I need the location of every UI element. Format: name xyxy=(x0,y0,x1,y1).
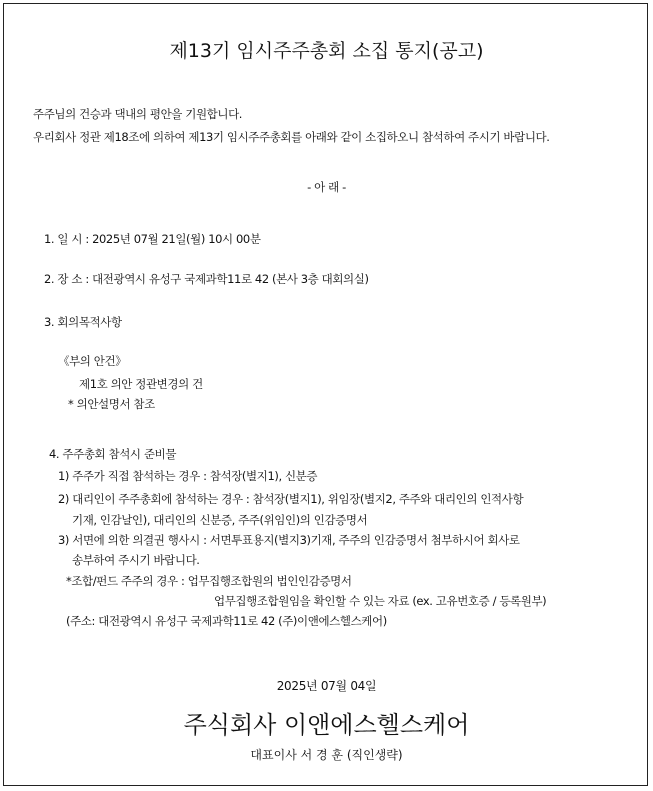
fund-note: *조합/펀드 주주의 경우 : 업무집행조합원의 법인인감증명서 xyxy=(66,574,352,588)
item-datetime: 1. 일 시 : 2025년 07월 21일(월) 10시 00분 xyxy=(44,232,261,246)
prep-heading: 4. 주주총회 참석시 준비물 xyxy=(49,447,177,461)
below-heading: - 아 래 - xyxy=(307,180,346,194)
prep-item-1: 1) 주주가 직접 참석하는 경우 : 참석장(별지1), 신분증 xyxy=(58,469,318,483)
agenda-heading: 《부의 안건》 xyxy=(58,354,127,368)
company-name: 주식회사 이앤에스헬스케어 xyxy=(183,711,470,739)
notice-date: 2025년 07월 04일 xyxy=(276,679,377,693)
agenda-note: * 의안설명서 참조 xyxy=(68,397,155,411)
item-purpose-heading: 3. 회의목적사항 xyxy=(44,315,122,329)
prep-item-3-cont: 송부하여 주시기 바랍니다. xyxy=(72,553,200,567)
greeting-text: 주주님의 건승과 댁내의 평안을 기원합니다. xyxy=(33,107,243,121)
intro-text: 우리회사 정관 제18조에 의하여 제13기 임시주주총회를 아래와 같이 소집하오니 참석하여 주시기 바랍니다. xyxy=(33,130,550,144)
prep-item-2-cont: 기재, 인감날인), 대리인의 신분증, 주주(위임인)의 인감증명서 xyxy=(72,513,368,527)
ceo-signature: 대표이사 서 경 훈 (직인생략) xyxy=(250,748,403,762)
page-title: 제13기 임시주주총회 소집 통지(공고) xyxy=(169,40,484,62)
prep-item-2: 2) 대리인이 주주총회에 참석하는 경우 : 참석장(별지1), 위임장(별지2, 주주와 대리인의 인적사항 xyxy=(58,492,524,506)
agenda-item-1: 제1호 의안 정관변경의 건 xyxy=(79,377,203,391)
prep-item-3: 3) 서면에 의한 의결권 행사시 : 서면투표용지(별지3)기재, 주주의 인감증명서 첨부하시어 회사로 xyxy=(58,533,520,547)
fund-note-cont: 업무집행조합원임을 확인할 수 있는 자료 (ex. 고유번호증 / 등록원부) xyxy=(214,594,547,608)
item-place: 2. 장 소 : 대전광역시 유성구 국제과학11로 42 (본사 3층 대회의실) xyxy=(44,272,369,286)
company-address: (주소: 대전광역시 유성구 국제과학11로 42 (주)이앤에스헬스케어) xyxy=(66,614,387,628)
